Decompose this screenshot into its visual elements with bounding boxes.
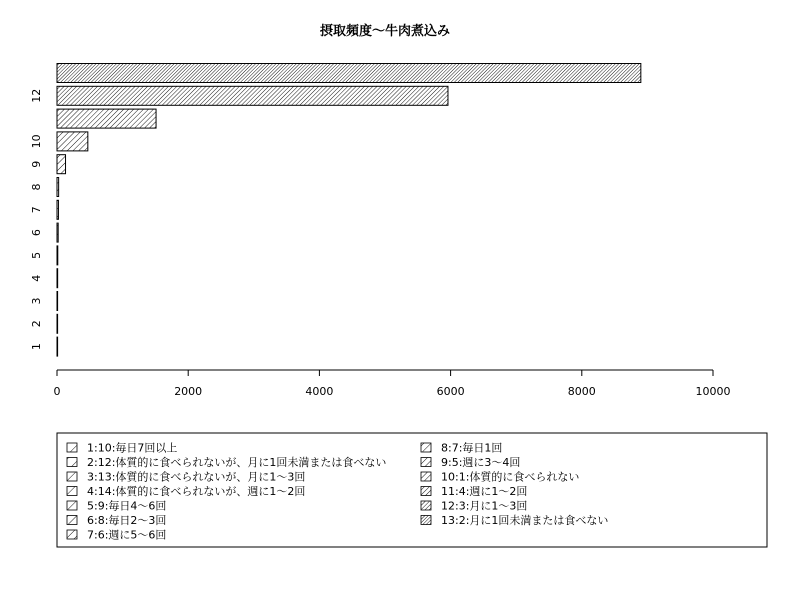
legend-swatch [421, 443, 431, 452]
y-axis [30, 89, 43, 350]
legend-label: 10:1:体質的に食べられない [441, 470, 580, 484]
y-tick-label: 1 [30, 343, 43, 351]
legend-label: 1:10:毎日7回以上 [87, 441, 178, 455]
legend-label: 8:7:毎日1回 [441, 441, 503, 455]
y-tick-label: 2 [30, 320, 43, 328]
bar-2 [57, 314, 58, 333]
x-tick-label: 4000 [305, 385, 334, 398]
x-tick-label: 8000 [567, 385, 596, 398]
legend-label: 7:6:週に5〜6回 [87, 528, 167, 542]
legend-label: 12:3:月に1〜3回 [441, 499, 528, 513]
y-tick-label: 12 [30, 88, 43, 103]
legend-label: 9:5:週に3〜4回 [441, 456, 521, 469]
legend-label: 11:4:週に1〜2回 [441, 485, 528, 498]
y-tick-label: 9 [30, 160, 43, 168]
legend-swatch [67, 487, 77, 496]
bars-group [57, 64, 641, 357]
y-tick-label: 7 [30, 206, 43, 214]
legend-swatch [67, 501, 77, 510]
bar-4 [57, 269, 58, 288]
y-tick-label: 3 [30, 297, 43, 305]
legend-swatch [67, 458, 77, 467]
x-tick-label: 10000 [695, 385, 731, 398]
legend-label: 2:12:体質的に食べられないが、月に1回未満または食べない [87, 456, 387, 469]
bar-8 [57, 178, 59, 197]
legend-swatch [67, 472, 77, 481]
y-tick-label: 10 [30, 134, 43, 149]
legend-label: 4:14:体質的に食べられないが、週に1〜2回 [87, 485, 306, 498]
y-tick-label: 6 [30, 229, 43, 237]
legend [67, 441, 608, 542]
bar-10 [57, 132, 88, 151]
legend-swatch [67, 443, 77, 452]
x-axis [54, 370, 731, 398]
bar-6 [57, 223, 58, 242]
legend-swatch [421, 516, 431, 525]
legend-swatch [421, 501, 431, 510]
legend-swatch [421, 458, 431, 467]
legend-swatch [421, 487, 431, 496]
legend-swatch [67, 516, 77, 525]
bar-9 [57, 155, 66, 174]
bar-5 [57, 246, 58, 265]
legend-label: 3:13:体質的に食べられないが、月に1〜3回 [87, 470, 306, 484]
legend-label: 13:2:月に1回未満または食べない [441, 514, 609, 527]
chart-title: 摂取頻度〜牛肉煮込み [319, 24, 451, 39]
bar-13 [57, 64, 641, 83]
legend-swatch [421, 472, 431, 481]
bar-1 [57, 337, 58, 356]
legend-swatch [67, 530, 77, 539]
y-tick-label: 5 [30, 251, 43, 259]
legend-label: 6:8:毎日2〜3回 [87, 514, 167, 527]
y-tick-label: 8 [30, 183, 43, 191]
bar-11 [57, 109, 156, 128]
x-tick-label: 2000 [174, 385, 203, 398]
x-tick-label: 6000 [436, 385, 465, 398]
legend-label: 5:9:毎日4〜6回 [87, 499, 167, 513]
x-tick-label: 0 [53, 385, 61, 398]
y-tick-label: 4 [30, 274, 43, 282]
bar-12 [57, 86, 448, 105]
bar-3 [57, 292, 58, 311]
bar-7 [57, 200, 58, 219]
